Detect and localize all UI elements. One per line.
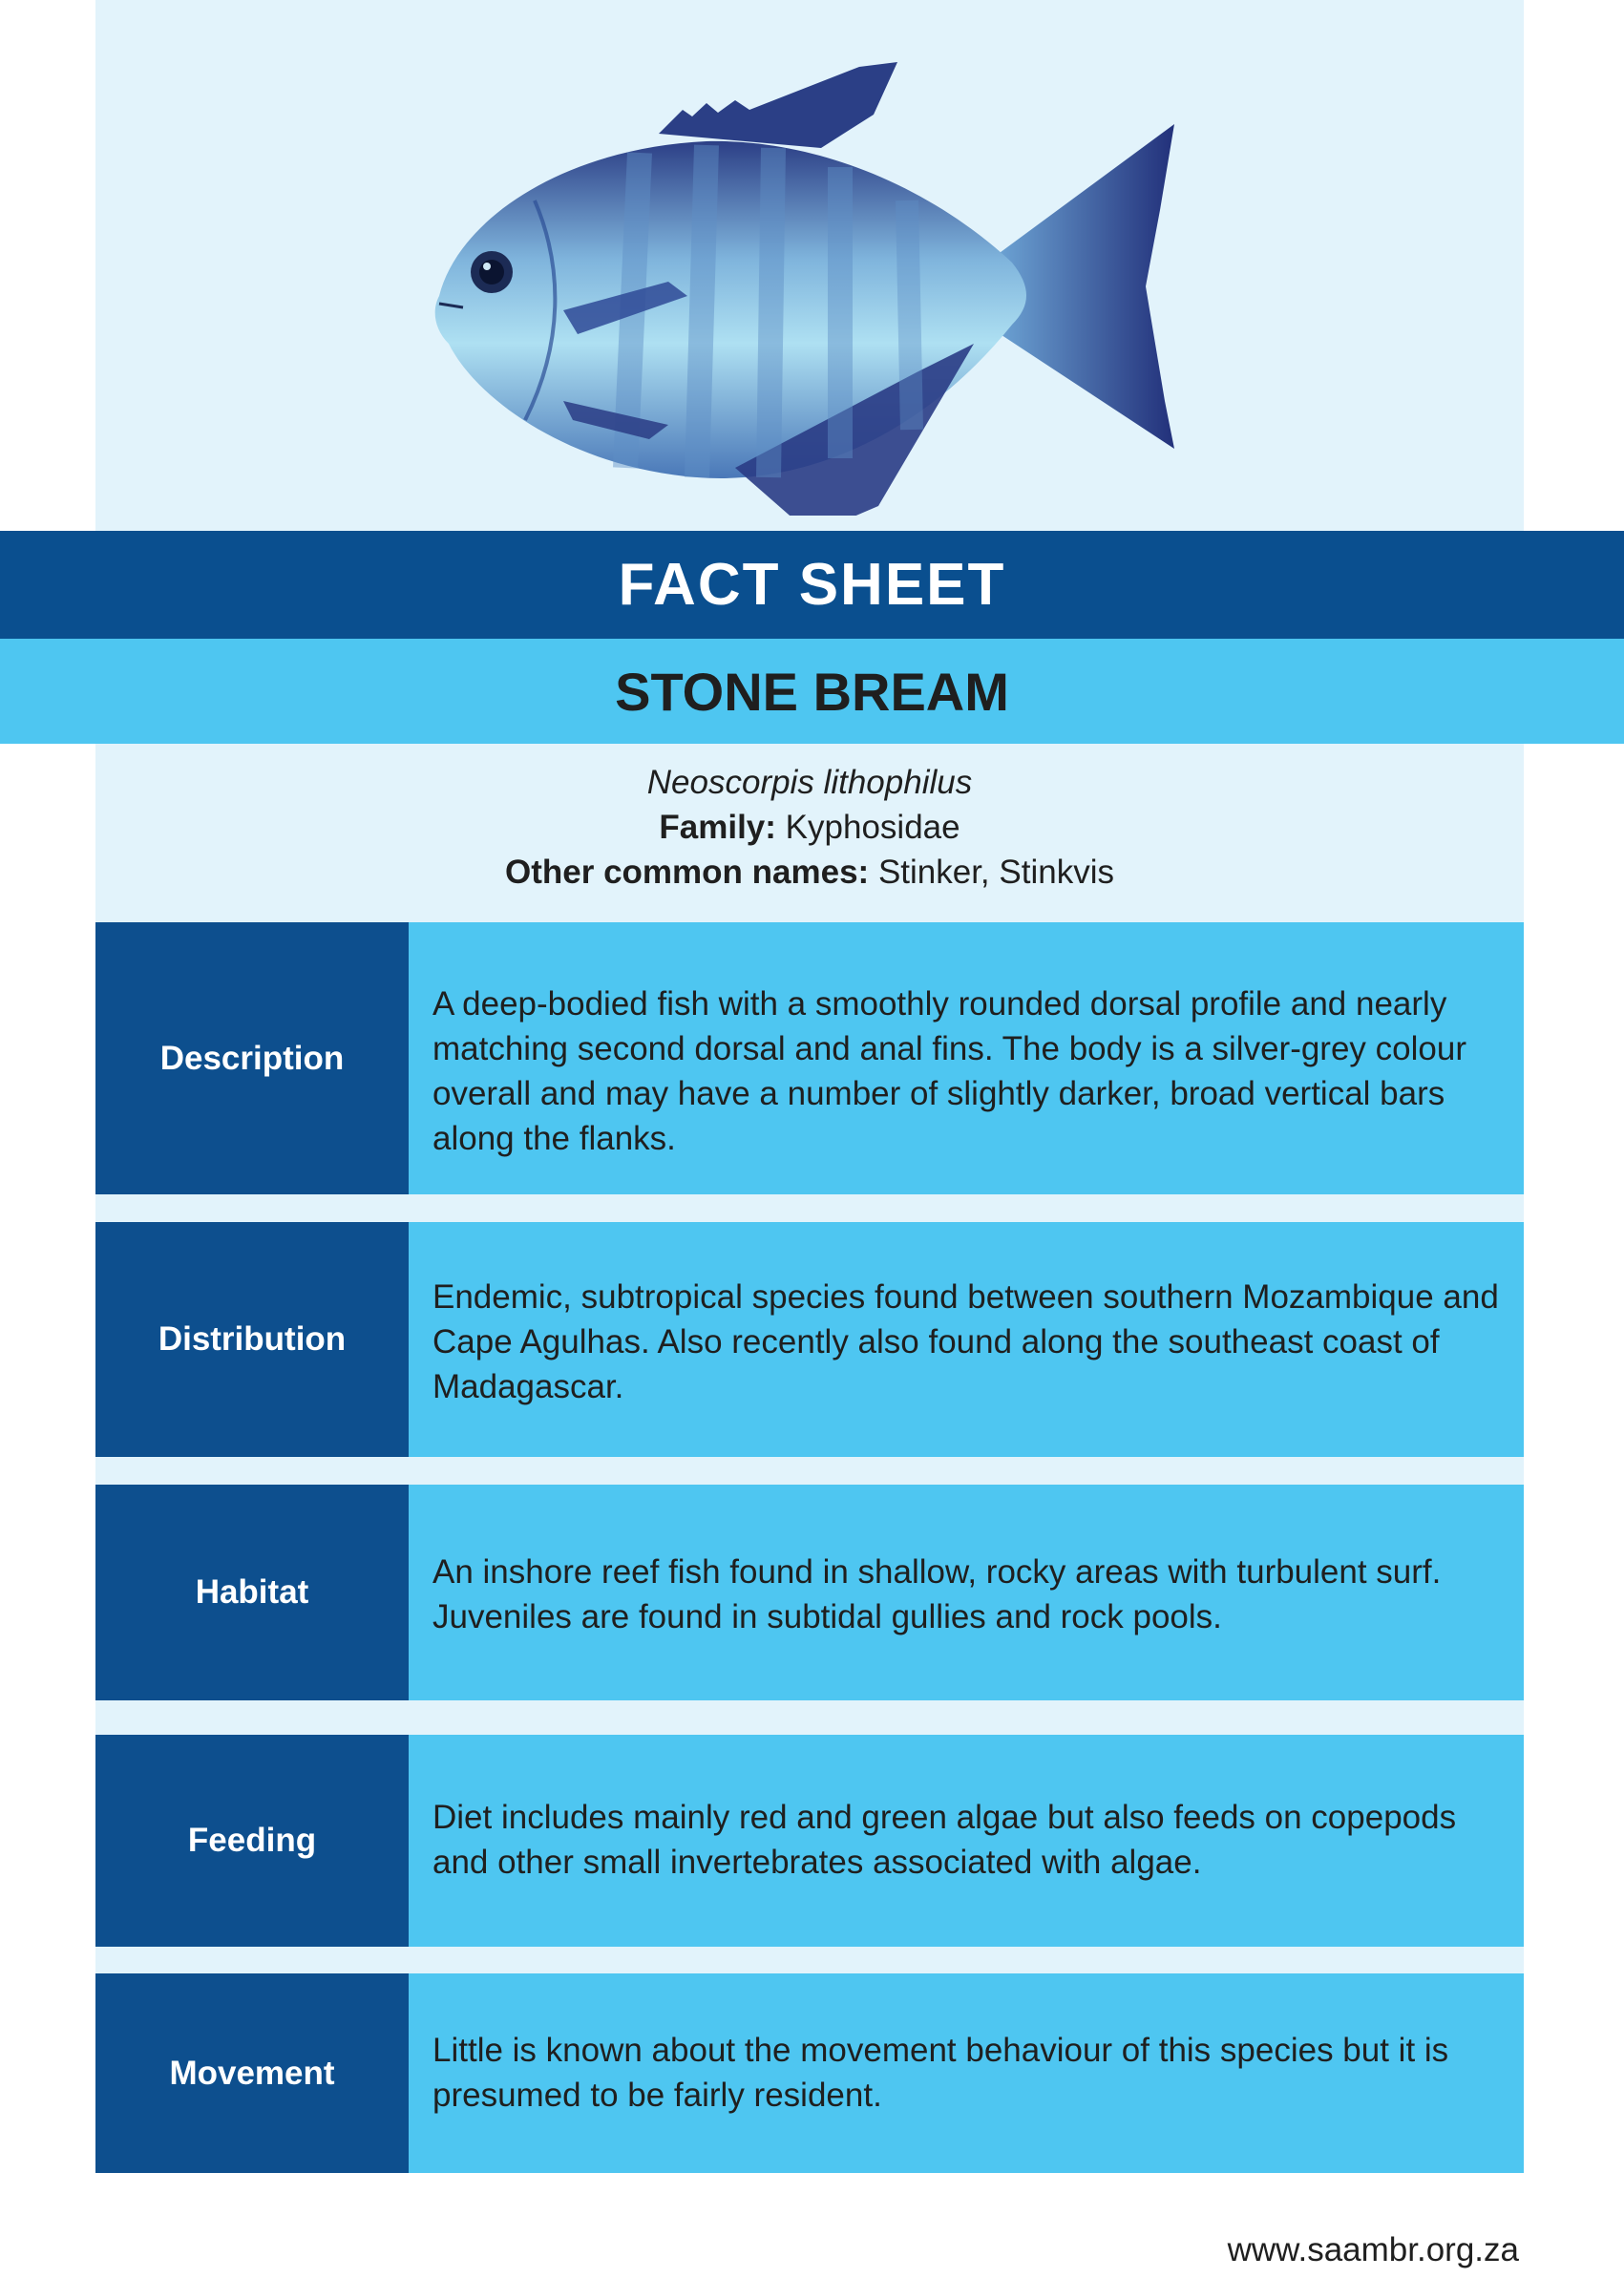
section-text: An inshore reef fish found in shallow, rocky areas with turbulent surf. Juveniles are found in subtidal gullies and rock pools.: [409, 1485, 1524, 1700]
section-text: A deep-bodied fish with a smoothly rounded dorsal profile and nearly matching second dorsal and anal fins. The body is a silver-grey colour overall and may have a number of slightly darker, broad vertical bars along the flanks.: [409, 922, 1524, 1194]
website-url: www.saambr.org.za: [1227, 2231, 1519, 2268]
section-label: Habitat: [95, 1485, 409, 1700]
section-label: Distribution: [95, 1222, 409, 1457]
family-value: Kyphosidae: [785, 809, 960, 846]
species-meta: [95, 760, 1524, 895]
species-title: STONE BREAM: [0, 639, 1624, 744]
section-movement: [95, 1973, 1524, 2173]
section-label: Feeding: [95, 1735, 409, 1947]
section-feeding: [95, 1735, 1524, 1947]
other-names-value: Stinker, Stinkvis: [877, 854, 1114, 891]
section-label: Movement: [95, 1973, 409, 2173]
other-names-label: Other common names:: [505, 854, 870, 891]
other-names-line: [95, 850, 1524, 895]
family-line: [95, 805, 1524, 850]
section-distribution: [95, 1222, 1524, 1457]
section-text: Endemic, subtropical species found between southern Mozambique and Cape Agulhas. Also recently also found along the southeast coast of Madagascar.: [409, 1222, 1524, 1457]
section-label: Description: [95, 922, 409, 1194]
section-habitat: [95, 1485, 1524, 1700]
fact-sheet-banner: FACT SHEET: [0, 531, 1624, 639]
section-description: [95, 922, 1524, 1194]
section-text: Little is known about the movement behaviour of this species but it is presumed to be fairly resident.: [409, 1973, 1524, 2173]
section-text: Diet includes mainly red and green algae but also feeds on copepods and other small invertebrates associated with algae.: [409, 1735, 1524, 1947]
stone-bream-fish-image: [420, 57, 1213, 516]
family-label: Family:: [659, 809, 776, 846]
scientific-name: Neoscorpis lithophilus: [646, 764, 973, 801]
